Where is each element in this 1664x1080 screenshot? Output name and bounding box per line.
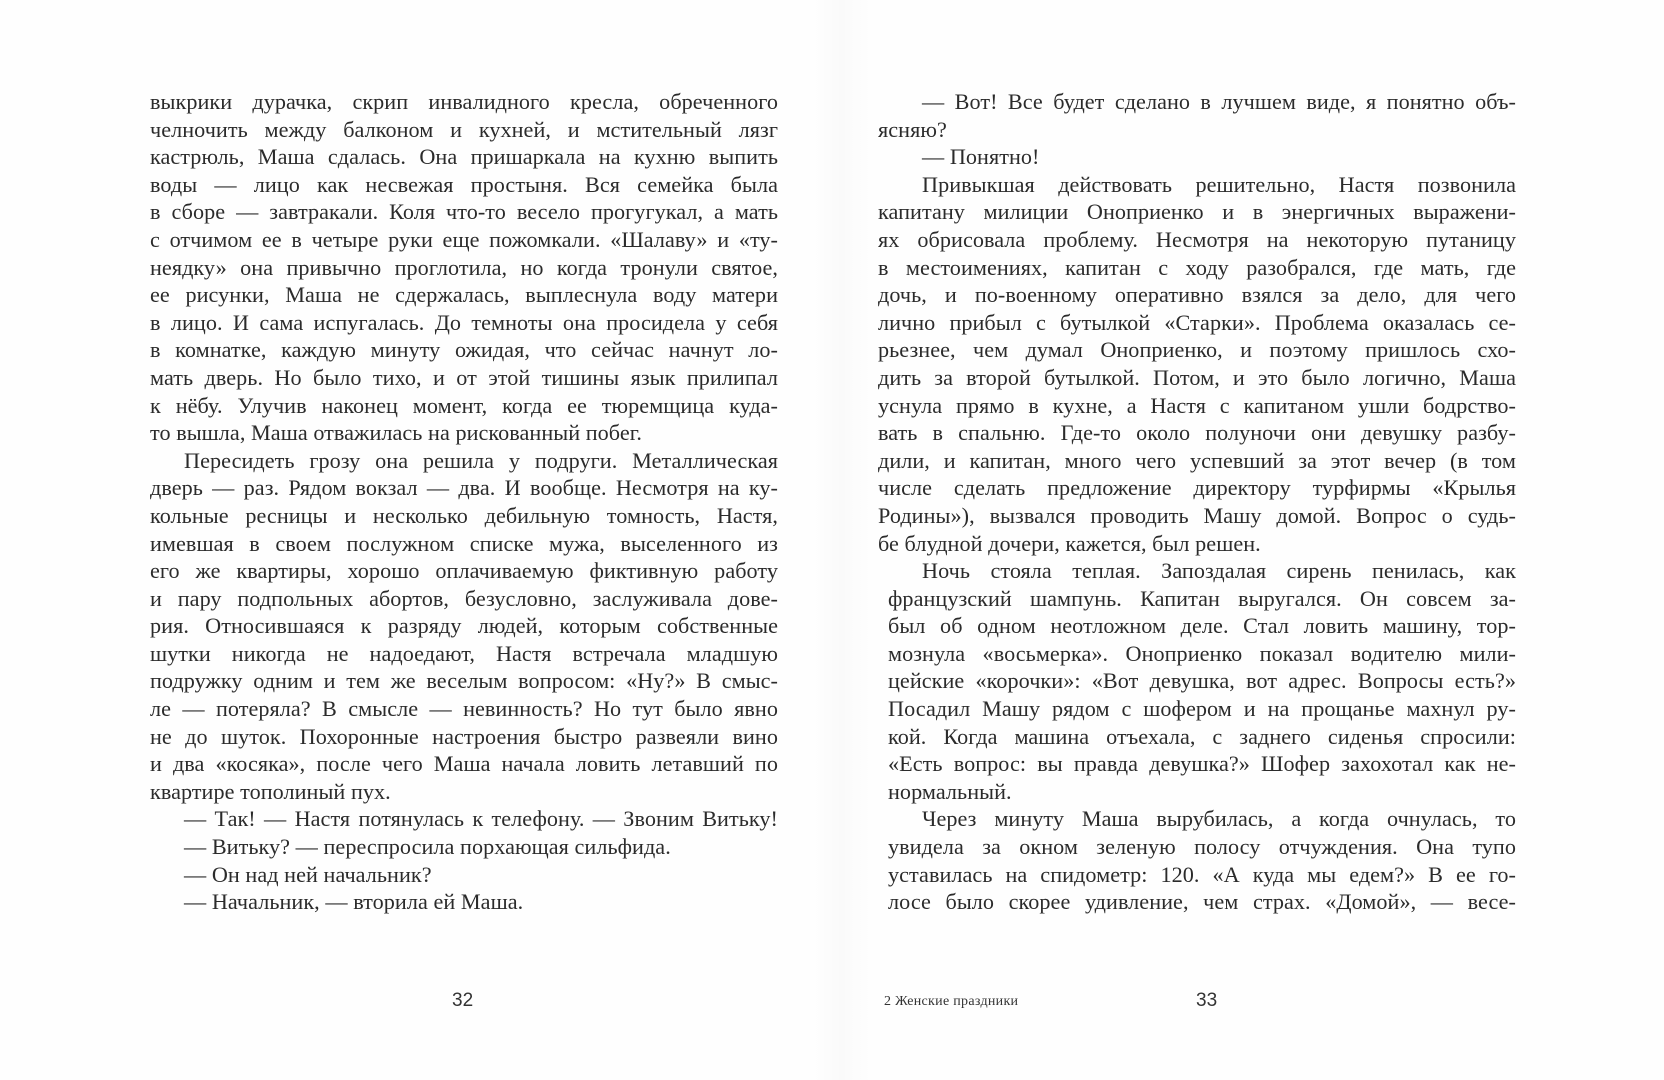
- text-line: кастрюль, Маша сдалась. Она пришаркала на кухню выпить: [150, 144, 778, 170]
- text-line: в комнатке, каждую минуту ожидая, что сейчас начнут ло-: [150, 337, 778, 363]
- text-line: квартире тополиный пух.: [150, 778, 391, 804]
- text-line: ле — потеряла? В смысле — невинность? Но тут было явно: [150, 696, 778, 722]
- text-line: челночить между балконом и кухней, и мстительный лязг: [150, 116, 778, 142]
- page-number-left: 32: [452, 990, 474, 1011]
- text-line: числе сделать предложение директору турфирмы «Крылья: [878, 475, 1516, 501]
- text-line: уставилась на спидометр: 120. «А куда мы едем?» В ее го-: [888, 861, 1516, 887]
- text-line: Родины»), вызвался проводить Машу домой. Вопрос о судь-: [878, 502, 1516, 528]
- text-line: подружку одним и тем же веселым вопросом: «Ну?» В смыс-: [150, 668, 778, 694]
- text-line: то вышла, Маша отважилась на рискованный побег.: [150, 420, 642, 446]
- paragraph-start-line: Ночь стояла теплая. Запоздалая сирень пенилась, как: [922, 558, 1516, 584]
- text-line: ее рисунки, Маша не сдержалась, выплеснула воду матери: [150, 282, 778, 308]
- text-line: и пару подпольных абортов, безусловно, заслуживала дове-: [150, 585, 778, 611]
- text-line: лично прибыл с бутылкой «Старки». Проблема оказалась се-: [878, 309, 1516, 335]
- text-line: цейские «корочки»: «Вот девушка, вот адрес. Вопросы есть?»: [888, 668, 1516, 694]
- text-line: кой. Когда машина отъехала, с заднего сиденья спросили:: [888, 723, 1516, 749]
- text-line: уснула прямо в кухне, а Настя с капитаном ушли бодрство-: [878, 392, 1516, 418]
- dialogue-line: — Понятно!: [922, 144, 1040, 170]
- text-line: Посадил Машу рядом с шофером и на прощанье махнул ру-: [888, 696, 1516, 722]
- text-line: выкрики дурачка, скрип инвалидного кресла, обреченного: [150, 89, 778, 114]
- book-gutter: [812, 0, 872, 1080]
- text-line: вать в спальню. Где-то около полуночи они девушку разбу-: [878, 420, 1516, 446]
- text-line: рьезнее, чем думал Оноприенко, и поэтому пришлось схо-: [878, 337, 1516, 363]
- text-line: мознула «восьмерка». Оноприенко показал водителю мили-: [888, 640, 1516, 666]
- page-number-right: 33: [1196, 990, 1218, 1011]
- text-line: нормальный.: [888, 778, 1012, 804]
- dialogue-line: — Начальник, — вторила ей Маша.: [184, 889, 524, 915]
- right-page-text: [878, 88, 1516, 916]
- text-line: увидела за окном зеленую полосу отчуждения. Она тупо: [888, 834, 1516, 860]
- text-line: неядку» она привычно проглотила, но когда тронули святое,: [150, 254, 778, 280]
- right-page: [878, 88, 1516, 916]
- paragraph-start-line: Пересидеть грозу она решила у подруги. Металлическая: [184, 447, 778, 473]
- text-line: дить за второй бутылкой. Потом, и это было логично, Маша: [878, 364, 1516, 390]
- text-line: был об одном неотложном деле. Стал ловить машину, тор-: [888, 613, 1516, 639]
- text-line: лосе было скорее удивление, чем страх. «Домой», — весе-: [888, 889, 1516, 915]
- text-line: в сборе — завтракали. Коля что-то весело прогугукал, а мать: [150, 199, 778, 225]
- text-line: имевшая в своем послужном списке мужа, выселенного из: [150, 530, 778, 556]
- running-head: 2 Женские праздники: [884, 994, 1019, 1009]
- text-line: к нёбу. Улучив наконец момент, когда ее тюремщица куда-: [150, 392, 778, 418]
- text-line: в местоимениях, капитан с ходу разобрался, где мать, где: [878, 254, 1516, 280]
- text-line: бе блудной дочери, кажется, был решен.: [878, 530, 1261, 556]
- text-line: с отчимом ее в четыре руки еще пожомкали. «Шалаву» и «ту-: [150, 226, 778, 252]
- text-line: шутки никогда не надоедают, Настя встречала младшую: [150, 640, 778, 666]
- left-page: [150, 88, 778, 916]
- text-line: мать дверь. Но было тихо, и от этой тишины язык прилипал: [150, 364, 778, 390]
- text-line: кольные ресницы и несколько дебильную томность, Настя,: [150, 502, 778, 528]
- paragraph-start-line: Привыкшая действовать решительно, Настя позвонила: [922, 171, 1516, 197]
- text-line: «Есть вопрос: вы правда девушка?» Шофер захохотал как не-: [888, 751, 1516, 777]
- dialogue-line: — Вот! Все будет сделано в лучшем виде, я понятно объ-: [922, 89, 1516, 114]
- text-line: в лицо. И сама испугалась. До темноты она просидела у себя: [150, 309, 778, 335]
- text-line: рия. Относившаяся к разряду людей, которым собственные: [150, 613, 778, 639]
- text-line: дверь — раз. Рядом вокзал — два. И вообще. Несмотря на ку-: [150, 475, 778, 501]
- text-line: его же квартиры, хорошо оплачиваемую фиктивную работу: [150, 558, 778, 584]
- text-line: капитану милиции Оноприенко и в энергичных выражени-: [878, 199, 1516, 225]
- text-line: французский шампунь. Капитан выругался. Он совсем за-: [888, 585, 1516, 611]
- text-line: ях обрисовала проблему. Несмотря на некоторую путаницу: [878, 226, 1516, 252]
- text-line: дочь, и по-военному оперативно взялся за дело, для чего: [878, 282, 1516, 308]
- text-line: не до шуток. Похоронные настроения быстро развеяли вино: [150, 723, 778, 749]
- text-line: дили, и капитан, много чего успевший за этот вечер (в том: [878, 447, 1516, 473]
- dialogue-line: — Так! — Настя потянулась к телефону. — Звоним Витьку!: [184, 806, 778, 832]
- left-page-text: [150, 88, 778, 916]
- dialogue-line: — Он над ней начальник?: [184, 861, 432, 887]
- paragraph-start-line: Через минуту Маша вырубилась, а когда очнулась, то: [922, 806, 1516, 832]
- dialogue-line: — Витьку? — переспросила порхающая сильфида.: [184, 834, 671, 860]
- text-line: и два «косяка», после чего Маша начала ловить летавший по: [150, 751, 778, 777]
- text-line: воды — лицо как несвежая простыня. Вся семейка была: [150, 171, 778, 197]
- text-line: ясняю?: [878, 116, 947, 142]
